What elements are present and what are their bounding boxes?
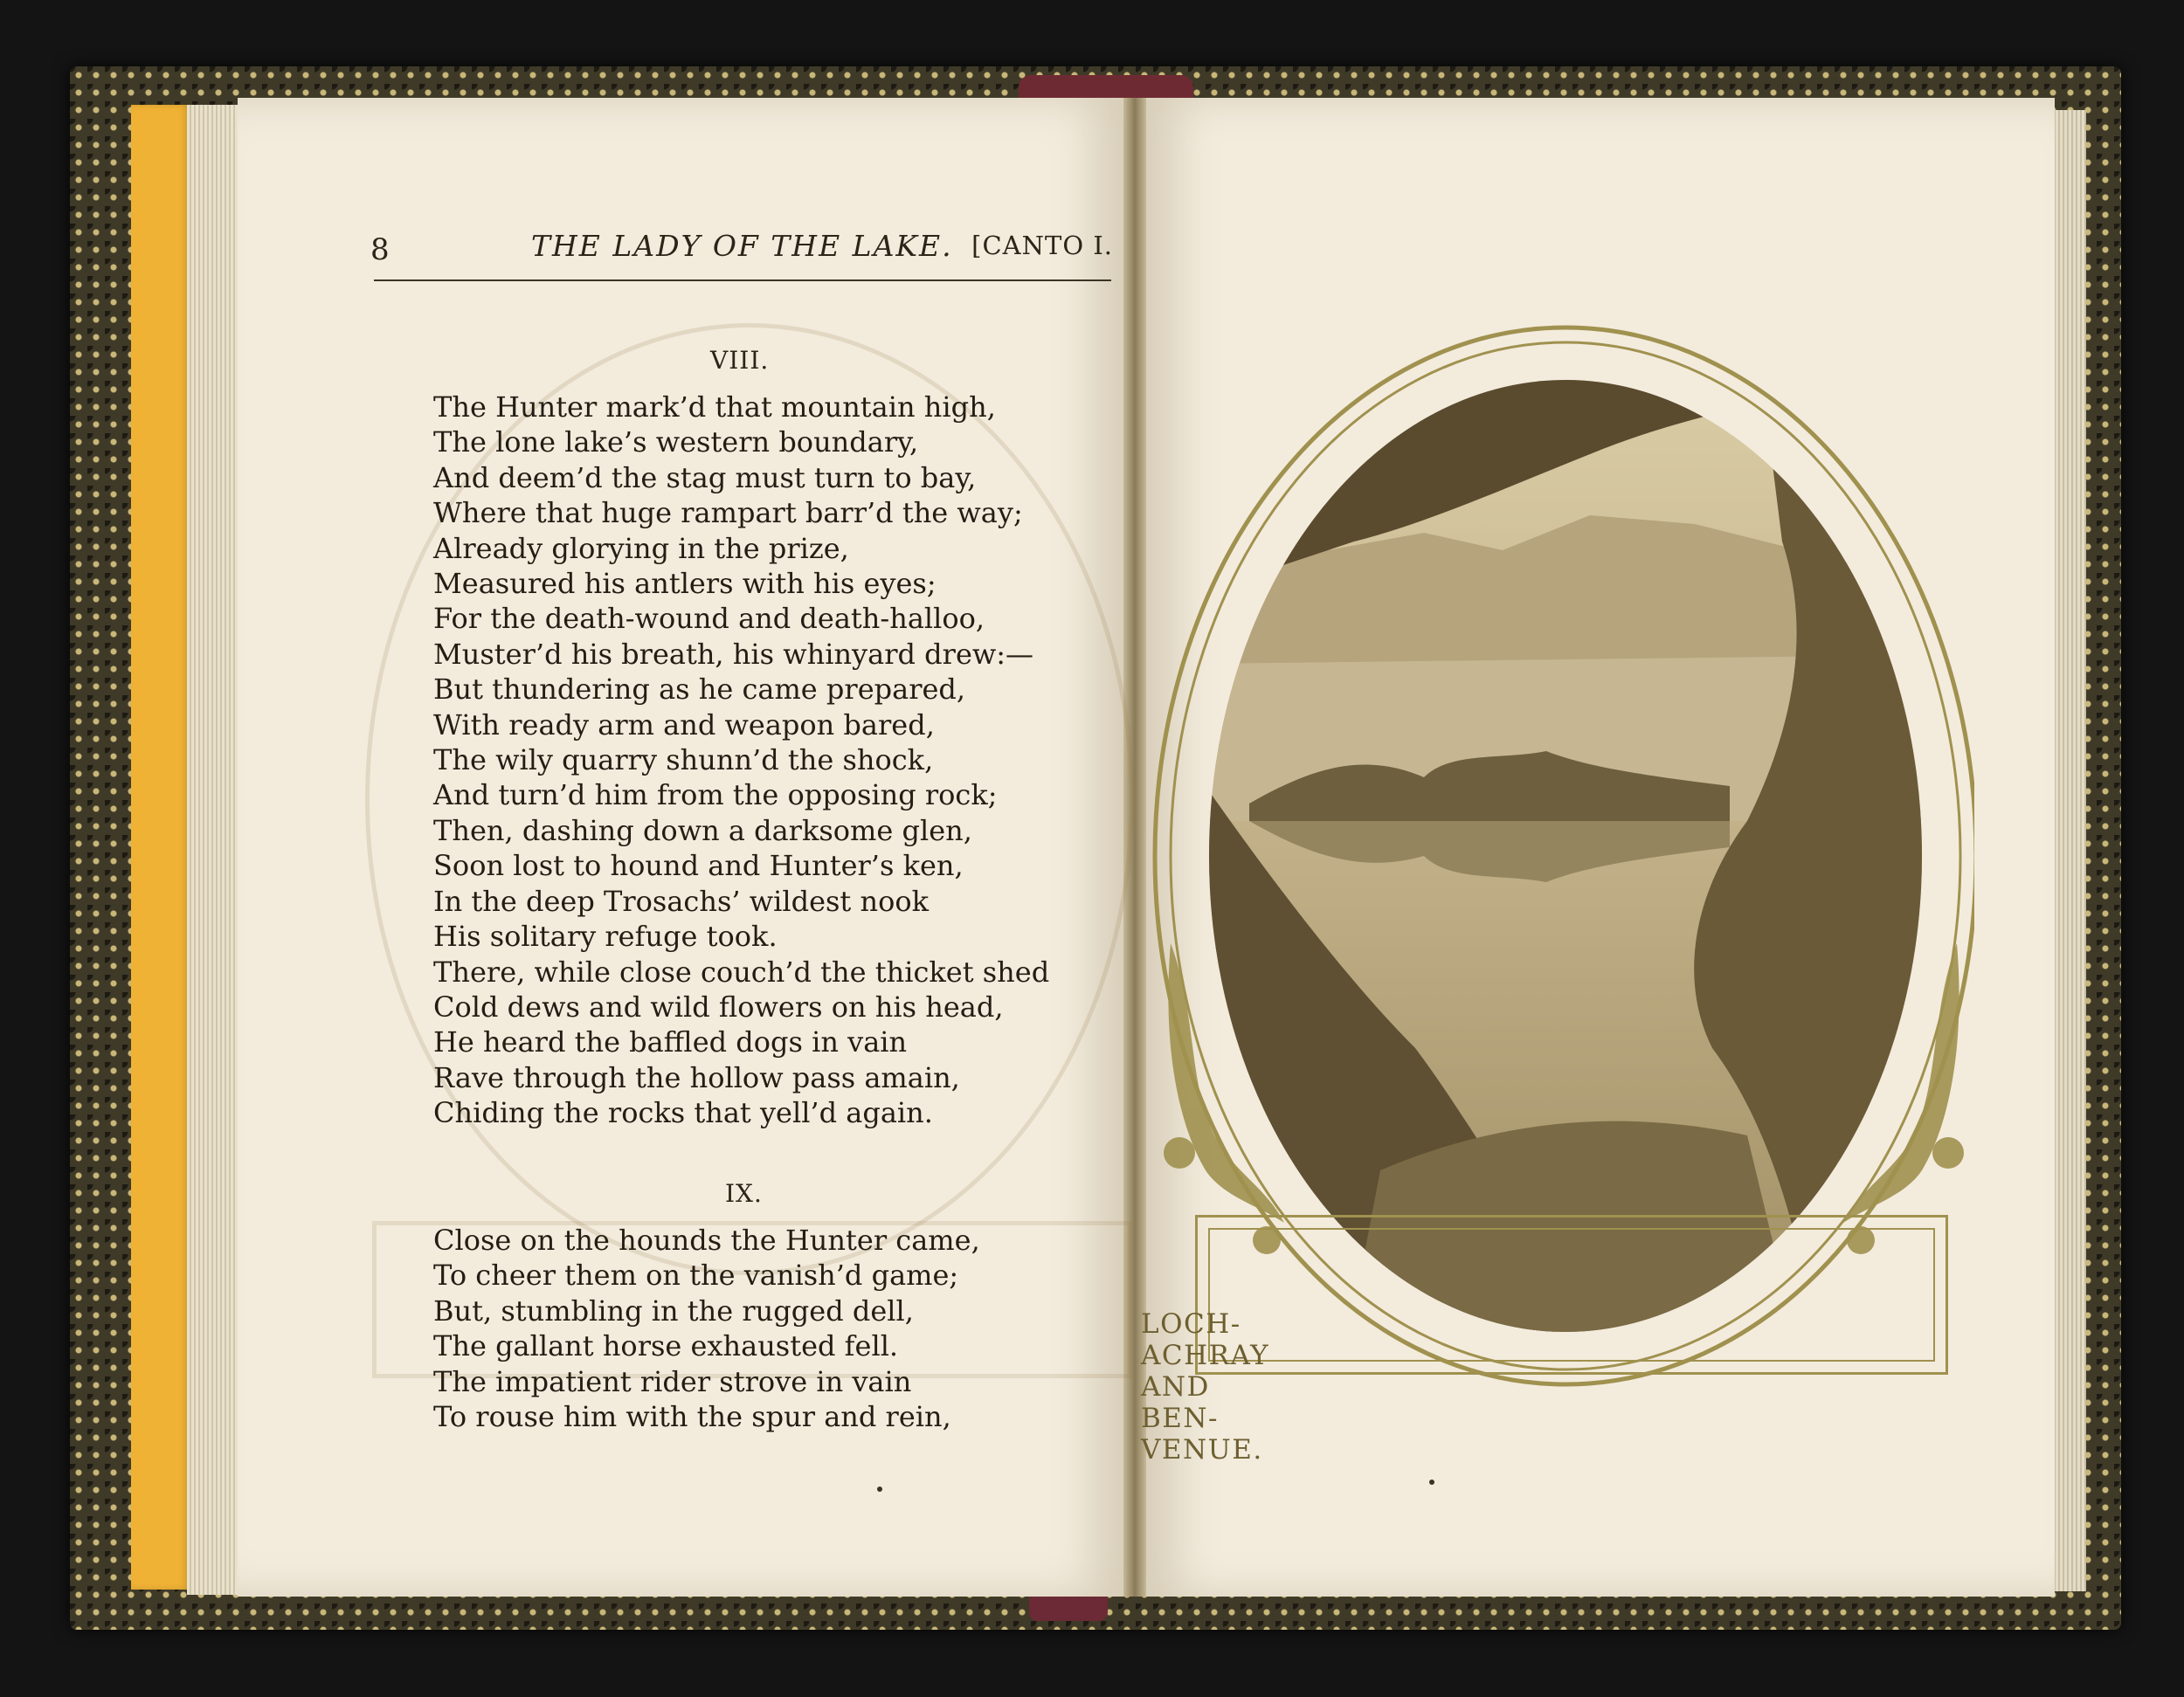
running-head: [370, 229, 1113, 272]
verse-line: But thundering as he came prepared,: [433, 673, 966, 707]
verse-line: There, while close couch’d the thicket shed: [433, 955, 1050, 989]
ink-speck: [1429, 1480, 1434, 1485]
verse-line: His solitary refuge took.: [433, 920, 778, 954]
verse-line: And turn’d him from the opposing rock;: [433, 778, 998, 812]
verse-line: Soon lost to hound and Hunter’s ken,: [433, 849, 964, 883]
verse-line: But, stumbling in the rugged dell,: [433, 1293, 914, 1328]
header-rule: [374, 279, 1111, 281]
verse-line: He heard the baffled dogs in vain: [433, 1025, 908, 1059]
verse-line: To rouse him with the spur and rein,: [433, 1400, 951, 1434]
stanza-number-ix: IX.: [725, 1179, 763, 1208]
verse-line: Close on the hounds the Hunter came,: [433, 1224, 980, 1257]
verse-line: The wily quarry shunn’d the shock,: [433, 743, 934, 777]
verse-line: And deem’d the stag must turn to bay,: [433, 460, 977, 494]
verse-line: The Hunter mark’d that mountain high,: [433, 390, 996, 424]
verse-line: Measured his antlers with his eyes;: [433, 567, 936, 601]
verse-line: The lone lake’s western boundary,: [433, 425, 919, 459]
verse-line: For the death-wound and death-halloo,: [433, 602, 985, 636]
verse-line: Where that huge rampart barr’d the way;: [433, 496, 1023, 530]
verse-line: Cold dews and wild flowers on his head,: [433, 990, 1004, 1024]
ink-speck: [877, 1487, 882, 1492]
book-title: THE LADY OF THE LAKE.: [531, 229, 953, 263]
page-number: 8: [370, 232, 390, 267]
caption-inner-border: [1208, 1228, 1935, 1362]
verse-line: In the deep Trosachs’ wildest nook: [433, 884, 929, 918]
canto-label: [CANTO I.: [971, 231, 1113, 260]
plate-caption: LOCH-ACHRAY AND BEN-VENUE.: [1141, 1308, 1270, 1466]
verse-line: Rave through the hollow pass amain,: [433, 1060, 960, 1094]
right-page-edges: [2051, 110, 2086, 1591]
verse-line: With ready arm and weapon bared,: [433, 707, 935, 742]
caption-box: [1195, 1215, 1948, 1375]
verse-line: To cheer them on the vanish’d game;: [433, 1259, 959, 1293]
stanza-number-viii: VIII.: [710, 346, 770, 375]
verse-line: Then, dashing down a darksome glen,: [433, 813, 972, 847]
stanza-viii: [433, 390, 1049, 1131]
verse-line: The gallant horse exhausted fell.: [433, 1329, 899, 1363]
verse-line: Muster’d his breath, his whinyard drew:—: [433, 637, 1034, 671]
verse-line: Chiding the rocks that yell’d again.: [433, 1096, 933, 1130]
verse-line: Already glorying in the prize,: [433, 531, 849, 565]
photo-landscape: [1206, 262, 1922, 1354]
verse-line: The impatient rider strove in vain: [433, 1364, 912, 1398]
